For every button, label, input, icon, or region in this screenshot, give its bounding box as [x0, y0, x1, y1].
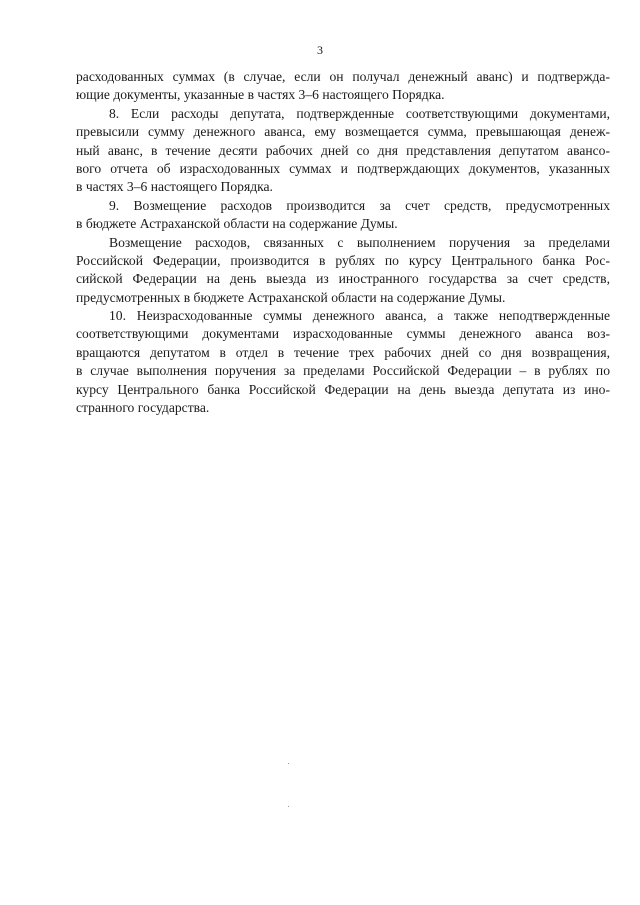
paragraph-item-9 — [76, 197, 610, 234]
text-line: расходованных суммах (в случае, если он получал денежный аванс) и подтвержда- — [76, 69, 610, 84]
text-line: превысили сумму денежного аванса, ему возмещается сумма, превышающая денеж- — [76, 124, 610, 140]
scan-speck — [288, 806, 289, 807]
paragraph-continuation — [76, 68, 610, 105]
text-line: предусмотренных в бюджете Астраханской области на содержание Думы. — [76, 289, 506, 305]
text-line: 9. Возмещение расходов производится за счет средств, предусмотренных — [109, 197, 610, 213]
text-line: соответствующими документами израсходованные суммы денежного аванса воз- — [76, 326, 610, 342]
text-line: сийской Федерации на день выезда из иностранного государства за счет средств, — [76, 271, 610, 287]
text-line: в бюджете Астраханской области на содержание Думы. — [76, 216, 398, 232]
text-line: курсу Центрального банка Российской Федерации на день выезда депутата из ино- — [76, 381, 610, 397]
text-line: Российской Федерации, производится в рублях по курсу Центрального банка Рос- — [76, 252, 610, 268]
text-line: ющие документы, указанные в частях 3–6 настоящего Порядка. — [76, 87, 445, 103]
text-line: в частях 3–6 настоящего Порядка. — [76, 179, 273, 195]
text-line: странного государства. — [76, 400, 210, 416]
paragraph-item-9-continued — [76, 234, 610, 308]
scan-speck — [288, 763, 289, 764]
text-line: 8. Если расходы депутата, подтвержденные соответствующими документами, — [109, 105, 610, 121]
page-number: 3 — [317, 43, 323, 57]
text-line: вращаются депутатом в отдел в течение трех рабочих дней со дня возвращения, — [76, 344, 610, 360]
text-line: Возмещение расходов, связанных с выполнением поручения за пределами — [109, 234, 610, 250]
document-body — [76, 68, 610, 417]
paragraph-item-10 — [76, 307, 610, 417]
paragraph-item-8 — [76, 105, 610, 197]
text-line: 10. Неизрасходованные суммы денежного аванса, а также неподтвержденные — [109, 308, 610, 324]
text-line: вого отчета об израсходованных суммах и подтверждающих документов, указанных — [76, 160, 610, 176]
text-line: в случае выполнения поручения за пределами Российской Федерации – в рублях по — [76, 363, 610, 379]
text-line: ный аванс, в течение десяти рабочих дней со дня представления депутатом авансо- — [76, 142, 610, 158]
